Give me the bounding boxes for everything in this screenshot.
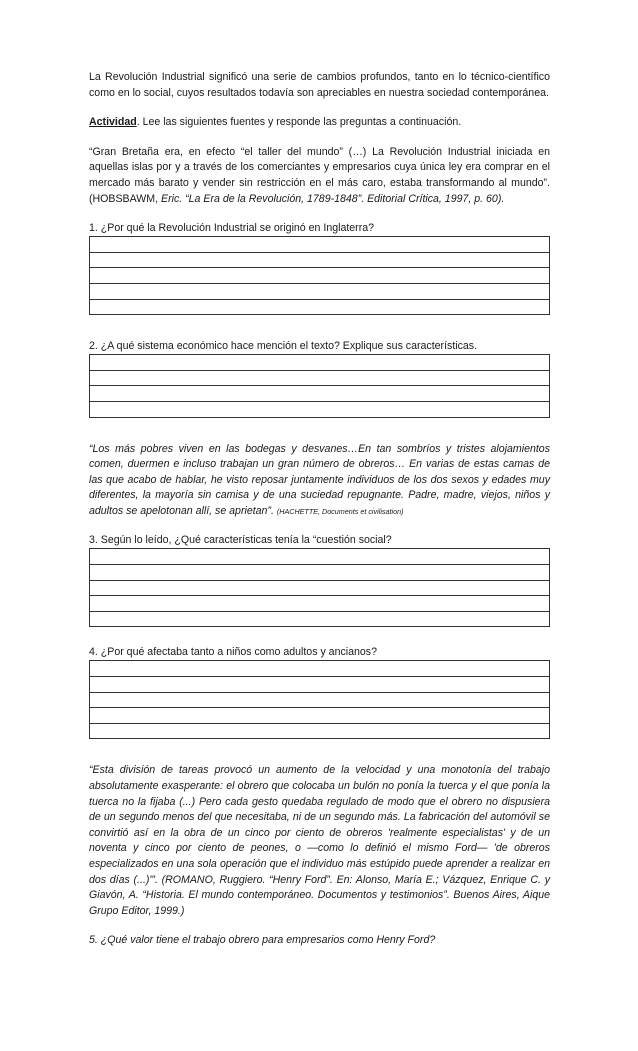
answer-line[interactable] bbox=[90, 565, 550, 581]
answer-line[interactable] bbox=[90, 596, 550, 612]
source-1-paragraph bbox=[89, 145, 550, 207]
answer-line[interactable] bbox=[90, 283, 550, 299]
question-4: 4. ¿Por qué afectaba tanto a niños como adultos y ancianos? bbox=[89, 646, 377, 659]
source-2-paragraph bbox=[89, 442, 550, 520]
question-3: 3. Según lo leído, ¿Qué características tenía la “cuestión social? bbox=[89, 534, 392, 547]
worksheet-page bbox=[89, 70, 550, 947]
intro-paragraph: La Revolución Industrial significó una serie de cambios profundos, tanto en lo técnico-científico como en lo social, cuyos resultados todavía son apreciables en nuestra sociedad contemporánea. bbox=[89, 71, 550, 99]
answer-line[interactable] bbox=[90, 252, 550, 268]
answer-line[interactable] bbox=[90, 370, 550, 386]
answer-line[interactable] bbox=[90, 677, 550, 693]
source-1-quote: “Gran Bretaña era, en efecto “el taller del mundo” (…) La Revolución Industrial iniciada en aquellas islas por y a través de los comerciantes y empresarios cuya única ley era comprar en el mercado más barato y vender sin restricción en el más caro, estaba transformando al mundo”. (HOBSBAWM, bbox=[89, 145, 550, 205]
answer-line[interactable] bbox=[90, 692, 550, 708]
answer-line[interactable] bbox=[90, 580, 550, 596]
answer-line[interactable] bbox=[90, 661, 550, 677]
question-5: 5. ¿Qué valor tiene el trabajo obrero para empresarios como Henry Ford? bbox=[89, 934, 436, 947]
activity-label: Actividad bbox=[89, 116, 137, 129]
answer-line[interactable] bbox=[90, 355, 550, 371]
answer-box-3[interactable] bbox=[89, 548, 550, 627]
source-2-citation: (HACHETTE, Documents et civilisation) bbox=[276, 506, 404, 516]
answer-line[interactable] bbox=[90, 549, 550, 565]
activity-text: . Lee las siguientes fuentes y responde las preguntas a continuación. bbox=[136, 116, 462, 129]
answer-line[interactable] bbox=[90, 611, 550, 627]
answer-box-4[interactable] bbox=[89, 660, 550, 739]
answer-line[interactable] bbox=[90, 237, 550, 253]
answer-line[interactable] bbox=[90, 299, 550, 315]
answer-line[interactable] bbox=[90, 386, 550, 402]
source-1-citation: Eric. “La Era de la Revolución, 1789-1848”. Editorial Crítica, 1997, p. 60). bbox=[161, 192, 505, 205]
question-1: 1. ¿Por qué la Revolución Industrial se originó en Inglaterra? bbox=[89, 222, 375, 235]
answer-line[interactable] bbox=[90, 401, 550, 417]
answer-line[interactable] bbox=[90, 708, 550, 724]
activity-instruction bbox=[89, 115, 550, 131]
source-2-quote: “Los más pobres viven en las bodegas y desvanes…En tan sombríos y tristes alojamientos comen, duermen e incluso trabajan un gran número de obreros… En varias de estas camas de las que acabo de hablar, he visto reposar juntamente individuos de los dos sexos y edades muy diferentes, la mayoría sin camisa y de una suciedad repugnante. Padre, madre, viejos, niños y adultos se apelotonan allí, se aprietan”. bbox=[89, 442, 550, 517]
answer-box-2[interactable] bbox=[89, 354, 550, 417]
source-3-paragraph: “Esta división de tareas provocó un aumento de la velocidad y una monotonía del trabajo absolutamente exasperante: el obrero que colocaba un bulón no ponía la tuerca y el que ponía la tuerca no la fijaba (...) Pero cada gesto quedaba regulado de modo que el obrero no dispusiera de un segundo menos del que necesitaba, ni de un segundo más. La fabricación del automóvil se convirtió así en la obra de un cinco por ciento de obreros 'realmente especialistas' y de un noventa y cinco por ciento de peones, o —como lo definió el mismo Ford— 'de obreros especializados en una sola operación que el individuo más estúpido puede aprender a realizar en dos días (...)'”. (ROMANO, Ruggiero. “Henry Ford”. En: Alonso, María E.; Vázquez, Enrique C. y Giavón, A. “Historia. El mundo contemporáneo. Documentos y testimonios”. Buenos Aires, Aique Grupo Editor, 1999.) bbox=[89, 764, 550, 917]
answer-line[interactable] bbox=[90, 723, 550, 739]
answer-box-1[interactable] bbox=[89, 236, 550, 315]
answer-line[interactable] bbox=[90, 268, 550, 284]
question-2: 2. ¿A qué sistema económico hace mención el texto? Explique sus características. bbox=[89, 340, 478, 353]
